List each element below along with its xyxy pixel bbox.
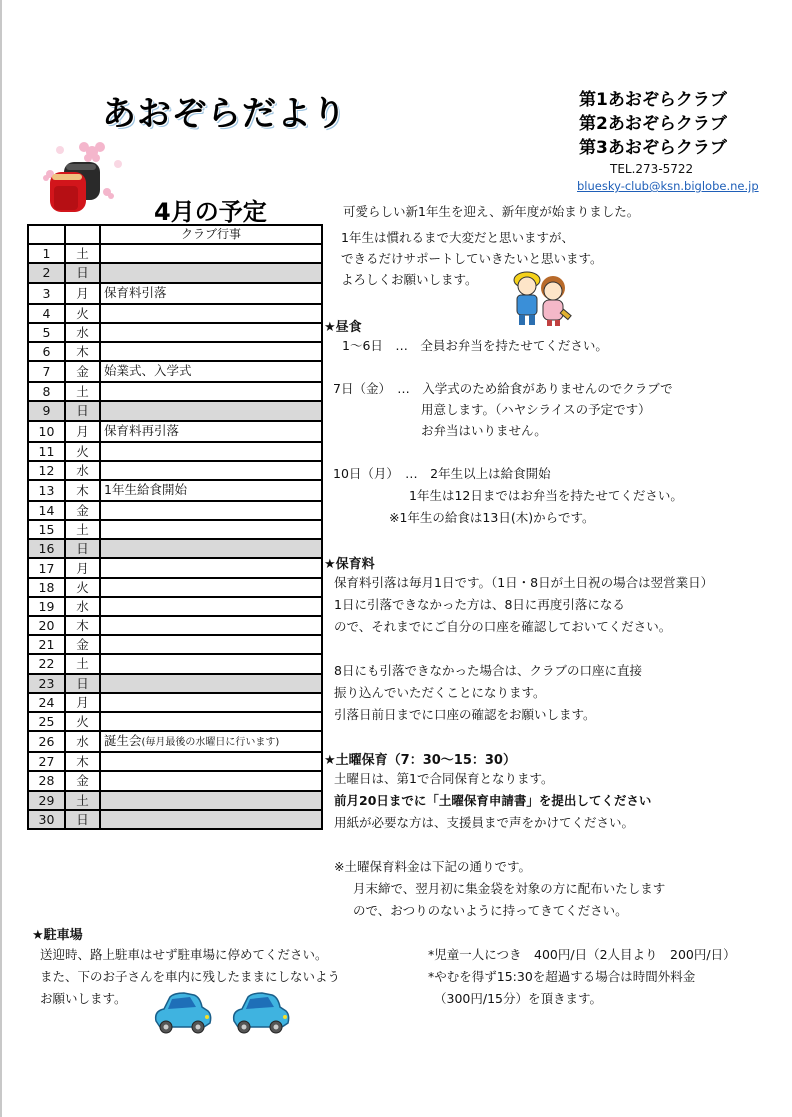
date-cell: 20 — [28, 616, 65, 635]
date-cell: 15 — [28, 520, 65, 539]
table-row — [28, 421, 322, 442]
car-icon — [228, 991, 292, 1035]
greeting-line-4: よろしくお願いします。 — [341, 272, 478, 287]
weekday-cell: 月 — [65, 283, 100, 304]
saturday-fee-1: *児童一人につき 400円/日（2人目より 200円/日） — [428, 947, 736, 962]
event-cell — [100, 597, 322, 616]
table-row — [28, 283, 322, 304]
event-cell — [100, 731, 322, 752]
event-note: (毎月最後の水曜日に行います) — [141, 737, 280, 749]
saturday-line-6: ので、おつりのないように持ってきてください。 — [353, 903, 628, 918]
table-row — [28, 244, 322, 263]
weekday-cell: 金 — [65, 361, 100, 382]
lunch-item-3-line-1: 10日（月） … 2年生以上は給食開始 — [333, 466, 551, 481]
date-cell: 24 — [28, 693, 65, 712]
schoolchildren-icon — [507, 266, 577, 332]
lunch-item-2-line-2: 用意します。（ハヤシライスの予定です） — [421, 402, 651, 417]
date-cell: 21 — [28, 635, 65, 654]
event-cell — [100, 674, 322, 693]
event-cell — [100, 558, 322, 577]
table-row — [28, 810, 322, 829]
date-cell: 25 — [28, 712, 65, 731]
event-cell — [100, 771, 322, 790]
event-cell — [100, 263, 322, 282]
table-row — [28, 304, 322, 323]
weekday-cell: 水 — [65, 731, 100, 752]
weekday-cell: 日 — [65, 401, 100, 420]
date-cell: 14 — [28, 501, 65, 520]
date-cell: 8 — [28, 382, 65, 401]
date-cell: 2 — [28, 263, 65, 282]
club-name-2: 第2あおぞらクラブ — [579, 114, 727, 134]
table-row — [28, 361, 322, 382]
event-cell — [100, 244, 322, 263]
table-row — [28, 263, 322, 282]
weekday-cell: 木 — [65, 480, 100, 501]
lunch-heading: ★昼食 — [324, 320, 362, 335]
weekday-cell: 土 — [65, 382, 100, 401]
fees-line-4: 8日にも引落できなかった場合は、クラブの口座に直接 — [334, 663, 642, 678]
weekday-cell: 土 — [65, 244, 100, 263]
event-cell — [100, 712, 322, 731]
header-dow — [65, 225, 100, 244]
event-cell — [100, 752, 322, 771]
weekday-cell: 火 — [65, 712, 100, 731]
table-row — [28, 712, 322, 731]
date-cell: 11 — [28, 442, 65, 461]
event-cell — [100, 304, 322, 323]
weekday-cell: 月 — [65, 558, 100, 577]
date-cell: 3 — [28, 283, 65, 304]
event-cell — [100, 342, 322, 361]
weekday-cell: 金 — [65, 771, 100, 790]
event-cell — [100, 693, 322, 712]
greeting-line-1: 可愛らしい新1年生を迎え、新年度が始まりました。 — [343, 204, 640, 219]
date-cell: 1 — [28, 244, 65, 263]
table-row — [28, 520, 322, 539]
weekday-cell: 日 — [65, 674, 100, 693]
date-cell: 7 — [28, 361, 65, 382]
event-text: 保育料再引落 — [104, 422, 180, 438]
table-row — [28, 480, 322, 501]
event-cell — [100, 480, 322, 501]
event-cell — [100, 520, 322, 539]
event-cell — [100, 421, 322, 442]
event-cell — [100, 442, 322, 461]
fees-line-1: 保育料引落は毎月1日です。（1日・8日が土日祝の場合は翌営業日） — [334, 575, 714, 590]
table-row — [28, 558, 322, 577]
weekday-cell: 火 — [65, 442, 100, 461]
event-cell — [100, 578, 322, 597]
fees-line-2: 1日に引落できなかった方は、8日に再度引落になる — [334, 597, 625, 612]
event-text: 誕生会 — [104, 733, 142, 749]
event-cell — [100, 401, 322, 420]
weekday-cell: 月 — [65, 421, 100, 442]
date-cell: 26 — [28, 731, 65, 752]
fees-line-3: ので、それまでにご自分の口座を確認しておいてください。 — [334, 619, 672, 634]
randoseru-icon — [34, 140, 126, 222]
date-cell: 30 — [28, 810, 65, 829]
car-icon — [150, 991, 214, 1035]
date-cell: 22 — [28, 654, 65, 673]
schedule-body — [28, 244, 322, 829]
parking-line-3: お願いします。 — [40, 991, 127, 1006]
date-cell: 4 — [28, 304, 65, 323]
event-cell — [100, 654, 322, 673]
date-cell: 13 — [28, 480, 65, 501]
weekday-cell: 金 — [65, 501, 100, 520]
date-cell: 29 — [28, 791, 65, 810]
table-row — [28, 616, 322, 635]
table-row — [28, 442, 322, 461]
event-cell — [100, 539, 322, 558]
saturday-line-5: 月末締で、翌月初に集金袋を対象の方に配布いたします — [353, 881, 666, 896]
event-cell — [100, 461, 322, 480]
lunch-item-1: 1～6日 … 全員お弁当を持たせてください。 — [342, 338, 608, 353]
weekday-cell: 日 — [65, 539, 100, 558]
weekday-cell: 火 — [65, 578, 100, 597]
weekday-cell: 金 — [65, 635, 100, 654]
event-text: 1年生給食開始 — [104, 481, 187, 497]
event-cell — [100, 791, 322, 810]
saturday-heading: ★土曜保育（7：30～15：30） — [324, 753, 516, 768]
weekday-cell: 木 — [65, 616, 100, 635]
event-cell — [100, 810, 322, 829]
date-cell: 9 — [28, 401, 65, 420]
saturday-line-3: 用紙が必要な方は、支援員まで声をかけてください。 — [334, 815, 635, 830]
date-cell: 17 — [28, 558, 65, 577]
fees-heading: ★保育料 — [324, 557, 375, 572]
table-row — [28, 752, 322, 771]
event-cell — [100, 501, 322, 520]
weekday-cell: 土 — [65, 654, 100, 673]
date-cell: 23 — [28, 674, 65, 693]
weekday-cell: 木 — [65, 752, 100, 771]
event-cell — [100, 283, 322, 304]
table-row — [28, 635, 322, 654]
weekday-cell: 木 — [65, 342, 100, 361]
saturday-fee-3: （300円/15分）を頂きます。 — [434, 991, 602, 1006]
header-date — [28, 225, 65, 244]
table-row — [28, 791, 322, 810]
date-cell: 19 — [28, 597, 65, 616]
weekday-cell: 日 — [65, 263, 100, 282]
newsletter-title: あおぞらだより — [102, 94, 347, 134]
weekday-cell: 月 — [65, 693, 100, 712]
phone-number: TEL.273-5722 — [610, 162, 694, 176]
event-text: 始業式、入学式 — [104, 363, 192, 379]
table-row — [28, 323, 322, 342]
parking-line-2: また、下のお子さんを車内に残したままにしないよう — [40, 969, 341, 984]
event-cell — [100, 635, 322, 654]
date-cell: 5 — [28, 323, 65, 342]
club-list — [579, 88, 727, 160]
lunch-item-3-line-3: ※1年生の給食は13日(木)からです。 — [389, 510, 595, 525]
date-cell: 6 — [28, 342, 65, 361]
lunch-item-2-line-3: お弁当はいりません。 — [421, 423, 547, 438]
fees-line-6: 引落日前日までに口座の確認をお願いします。 — [334, 707, 596, 722]
saturday-line-4: ※土曜保育料金は下記の通りです。 — [334, 859, 531, 874]
event-cell — [100, 382, 322, 401]
weekday-cell: 水 — [65, 323, 100, 342]
table-row — [28, 693, 322, 712]
email-link[interactable]: bluesky-club@ksn.biglobe.ne.jp — [577, 179, 759, 193]
weekday-cell: 日 — [65, 810, 100, 829]
schedule-table — [27, 224, 323, 830]
parking-line-1: 送迎時、路上駐車はせず駐車場に停めてください。 — [40, 947, 328, 962]
greeting-line-2: 1年生は慣れるまで大変だと思いますが、 — [341, 230, 574, 245]
date-cell: 16 — [28, 539, 65, 558]
lunch-item-3-line-2: 1年生は12日まではお弁当を持たせてください。 — [409, 488, 683, 503]
table-row — [28, 342, 322, 361]
date-cell: 18 — [28, 578, 65, 597]
table-row — [28, 654, 322, 673]
table-row — [28, 401, 322, 420]
header-event: クラブ行事 — [100, 225, 322, 244]
table-row — [28, 539, 322, 558]
weekday-cell: 水 — [65, 461, 100, 480]
table-row — [28, 461, 322, 480]
table-row — [28, 382, 322, 401]
parking-heading: ★駐車場 — [32, 928, 83, 943]
weekday-cell: 土 — [65, 520, 100, 539]
table-header-row — [28, 225, 322, 244]
saturday-line-1: 土曜日は、第1で合同保育となります。 — [334, 771, 554, 786]
date-cell: 27 — [28, 752, 65, 771]
weekday-cell: 水 — [65, 597, 100, 616]
date-cell: 10 — [28, 421, 65, 442]
table-row — [28, 501, 322, 520]
weekday-cell: 土 — [65, 791, 100, 810]
event-text: 保育料引落 — [104, 284, 167, 300]
table-row — [28, 771, 322, 790]
club-name-3: 第3あおぞらクラブ — [579, 138, 727, 158]
event-cell — [100, 616, 322, 635]
table-row — [28, 731, 322, 752]
event-cell — [100, 323, 322, 342]
fees-line-5: 振り込んでいただくことになります。 — [334, 685, 546, 700]
table-row — [28, 674, 322, 693]
saturday-fee-2: *やむを得ず15:30を超過する場合は時間外料金 — [428, 969, 696, 984]
weekday-cell: 火 — [65, 304, 100, 323]
table-row — [28, 597, 322, 616]
greeting-line-3: できるだけサポートしていきたいと思います。 — [341, 251, 603, 266]
date-cell: 12 — [28, 461, 65, 480]
club-name-1: 第1あおぞらクラブ — [579, 90, 727, 110]
lunch-item-2-line-1: 7日（金） … 入学式のため給食がありませんのでクラブで — [333, 381, 673, 396]
saturday-line-2: 前月20日までに「土曜保育申請書」を提出してください — [334, 793, 652, 808]
event-cell — [100, 361, 322, 382]
date-cell: 28 — [28, 771, 65, 790]
schedule-title: 4月の予定 — [154, 198, 267, 226]
table-row — [28, 578, 322, 597]
